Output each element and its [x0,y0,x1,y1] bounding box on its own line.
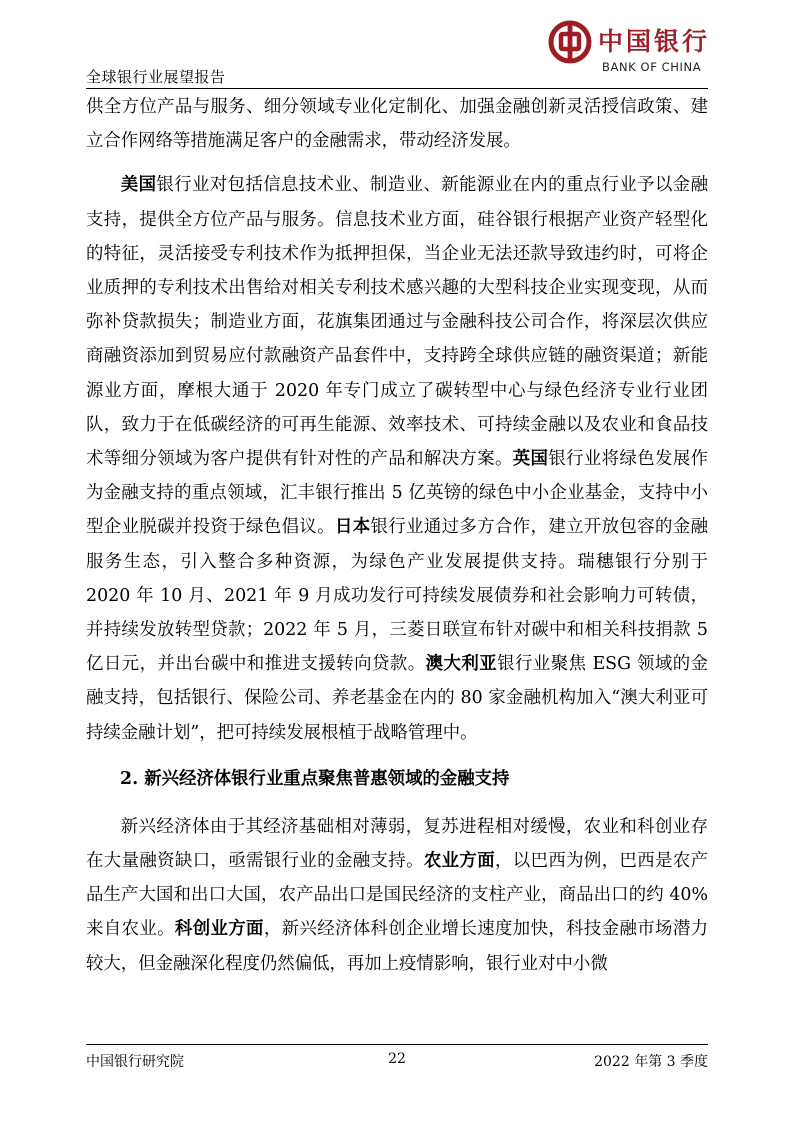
paragraph-developed-economies [86,168,708,749]
tech-innovation-text: ，新兴经济体科创企业增长速度加快，科技金融市场潜力较大，但金融深化程度仍然偏低，再加上疫情影响，银行业对中小微 [86,919,708,974]
australia-label: 澳大利亚 [425,654,498,675]
uk-text: 银行业将绿色发展作为金融支持的重点领域，汇丰银行推出 5 亿英镑的绿色中小企业基金，支持中小型企业脱碳并投资于绿色倡议。 [86,449,708,538]
tech-innovation-label: 科创业方面 [174,919,264,940]
paragraph-continuation: 供全方位产品与服务、细分领域专业化定制化、加强金融创新灵活授信政策、建立合作网络等措施满足客户的金融需求，带动经济发展。 [86,97,708,152]
paragraph-emerging-economies [86,810,708,981]
australia-text: 银行业聚焦 ESG 领域的金融支持，包括银行、保险公司、养老基金在内的 80 家金融机构加入“澳大利亚可持续金融计划”，把可持续发展根植于战略管理中。 [86,654,708,743]
footer-institute: 中国银行研究院 [86,1054,184,1070]
agriculture-label: 农业方面 [423,851,495,872]
bank-logo [548,18,711,82]
japan-label: 日本 [334,517,371,538]
uk-label: 英国 [512,449,549,470]
japan-text: 银行业通过多方合作，建立开放包容的金融服务生态，引入整合多种资源，为绿色产业发展提供支持。瑞穗银行分别于 2020 年 10 月、2021 年 9 月成功发行可持续发展债券和社会影响力可转债，并持续发放转型贷款；2022 年 5 月，三菱日联宣布针对碳中和相关科技捐款 5 亿日元，并出台碳中和推进支援转向贷款。 [86,517,708,675]
page-footer [86,1044,708,1073]
section-heading: 2. 新兴经济体银行业重点聚焦普惠领域的金融支持 [120,768,510,789]
footer-quarter: 2022 年第 3 季度 [594,1054,708,1070]
page-header [86,18,711,90]
logo-english-name: BANK OF CHINA [602,60,702,74]
page-body [86,90,708,981]
agriculture-text: ，以巴西为例，巴西是农产品生产大国和出口大国，农产品出口是国民经济的支柱产业，商品出口的约 40%来自农业。 [86,851,708,940]
page-number: 22 [388,1051,406,1067]
us-label: 美国 [120,175,157,196]
bank-of-china-emblem-icon [548,20,592,64]
us-text: 银行业对包括信息技术业、制造业、新能源业在内的重点行业予以金融支持，提供全方位产品与服务。信息技术业方面，硅谷银行根据产业资产轻型化的特征，灵活接受专利技术作为抵押担保，当企业无法还款导致违约时，可将企业质押的专利技术出售给对相关专利技术感兴趣的大型科技企业实现变现，从而弥补贷款损失；制造业方面，花旗集团通过与金融科技公司合作，将深层次供应商融资添加到贸易应付款融资产品套件中，支持跨全球供应链的融资渠道；新能源业方面，摩根大通于 2020 年专门成立了碳转型中心与绿色经济专业行业团队，致力于在低碳经济的可再生能源、效率技术、可持续金融以及农业和食品技术等细分领域为客户提供有针对性的产品和解决方案。 [86,175,708,470]
emerging-intro-text: 新兴经济体由于其经济基础相对薄弱，复苏进程相对缓慢，农业和科创业存在大量融资缺口，亟需银行业的金融支持。 [86,816,708,872]
header-divider [86,88,708,89]
report-title: 全球银行业展望报告 [86,68,226,86]
logo-chinese-name: 中国银行 [598,27,711,56]
